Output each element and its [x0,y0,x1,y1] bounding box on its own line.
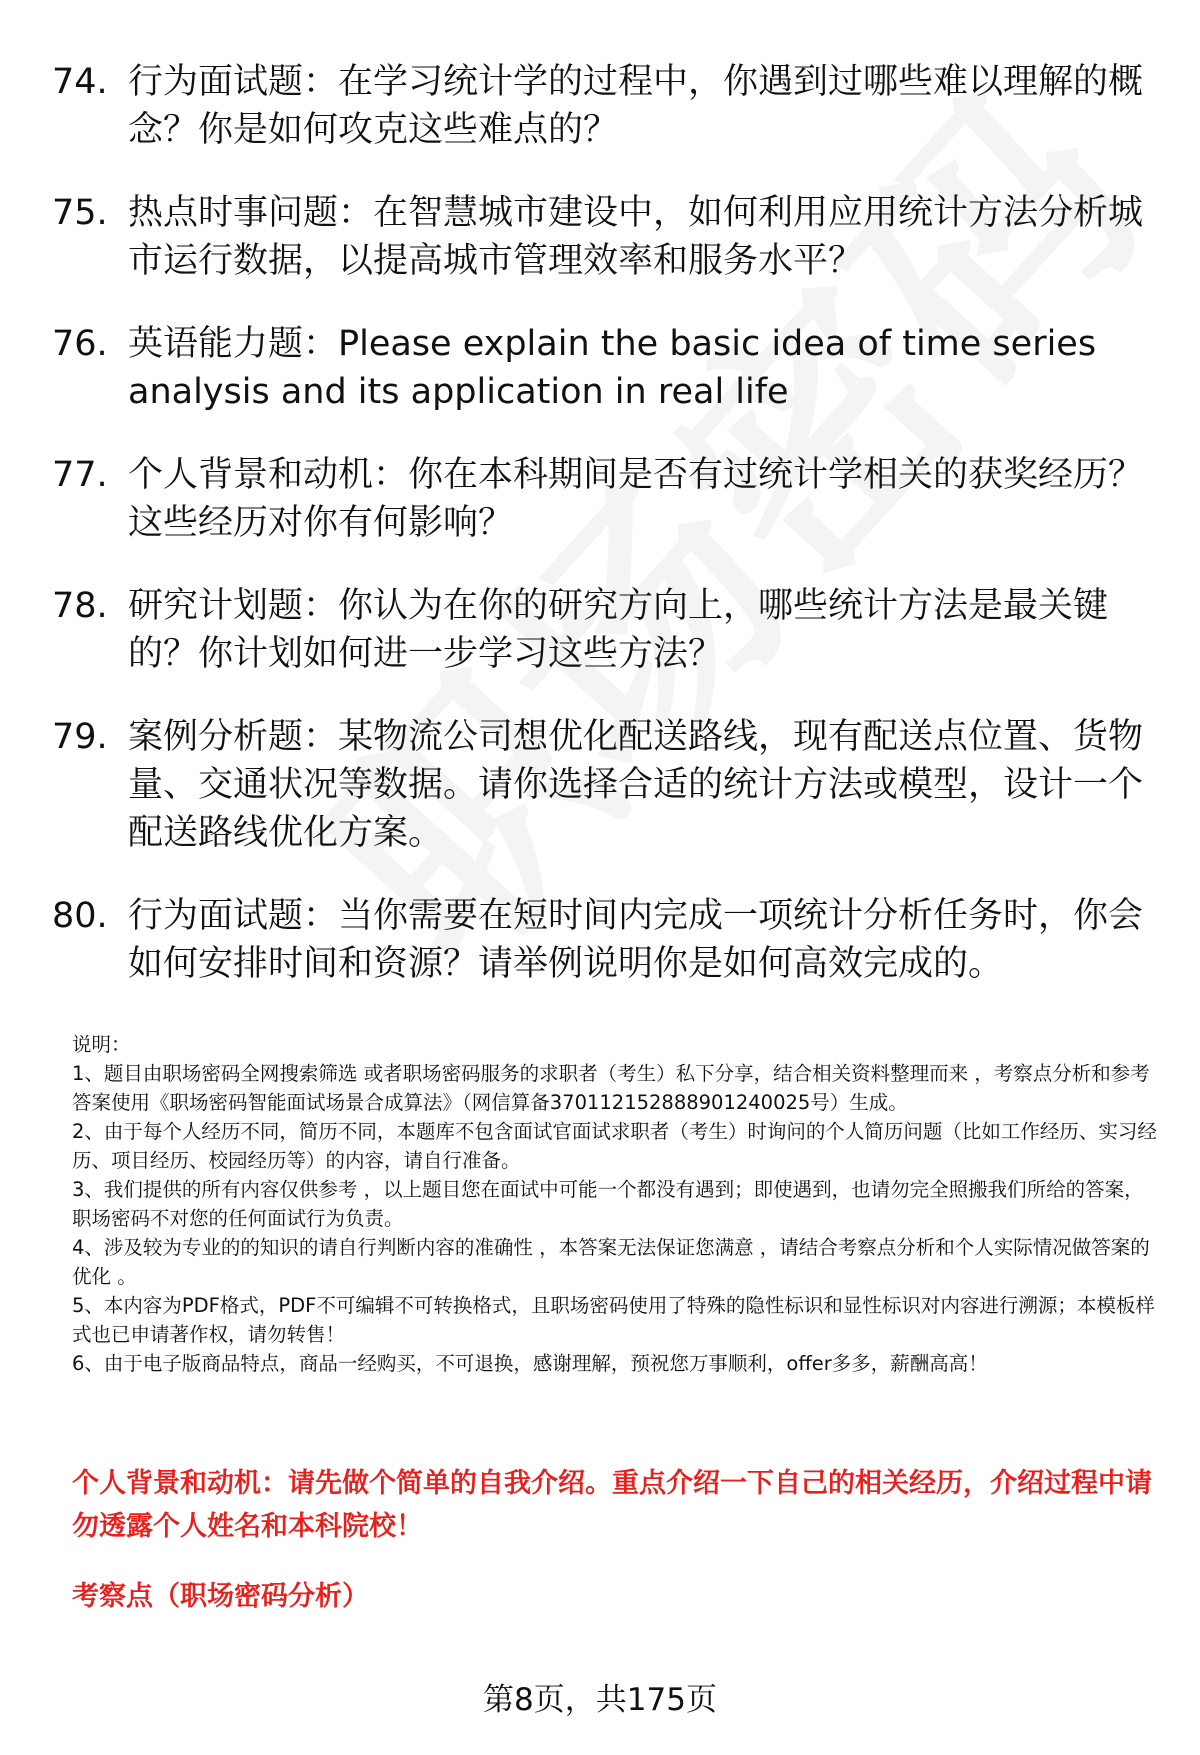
question-item [52,892,1152,988]
question-text: 研究计划题：你认为在你的研究方向上，哪些统计方法是最关键的？你计划如何进一步学习这些方法？ [128,586,1109,674]
question-item [52,451,1152,547]
highlight-question: 个人背景和动机：请先做个简单的自我介绍。重点介绍一下自己的相关经历，介绍过程中请勿透露个人姓名和本科院校！ [72,1468,1152,1542]
question-text: 行为面试题：在学习统计学的过程中，你遇到过哪些难以理解的概念？你是如何攻克这些难点的？ [128,62,1144,150]
question-item [52,58,1152,154]
question-number: 78. [52,586,108,626]
notes-title: 说明： [72,1033,131,1056]
question-item [52,582,1152,678]
note-item: 2、由于每个人经历不同，简历不同，本题库不包含面试官面试求职者（考生）时询问的个人简历问题（比如工作经历、实习经历、项目经历、校园经历等）的内容，请自行准备。 [72,1120,1157,1172]
note-item: 6、由于电子版商品特点，商品一经购买，不可退换，感谢理解，预祝您万事顺利，offer多多，薪酬高高！ [72,1352,988,1375]
question-item [52,320,1152,416]
note-item: 5、本内容为PDF格式，PDF不可编辑不可转换格式，且职场密码使用了特殊的隐性标识和显性标识对内容进行溯源；本模板样式也已申请著作权，请勿转售！ [72,1294,1155,1346]
analysis-heading: 考察点（职场密码分析） [72,1581,369,1612]
question-text: 英语能力题：Please explain the basic idea of time series analysis and its application in real life [128,324,1097,412]
question-number: 77. [52,455,108,495]
note-item: 1、题目由职场密码全网搜索筛选 或者职场密码服务的求职者（考生）私下分享，结合相关资料整理而来 ，考察点分析和参考答案使用《职场密码智能面试场景合成算法》（网信算备370112152888901240025号）生成。 [72,1062,1150,1114]
note-item: 4、涉及较为专业的的知识的请自行判断内容的准确性 ，本答案无法保证您满意 ，请结合考察点分析和个人实际情况做答案的优化 。 [72,1236,1150,1288]
question-number: 79. [52,717,108,757]
question-number: 80. [52,896,108,936]
note-item: 3、我们提供的所有内容仅供参考 ，以上题目您在面试中可能一个都没有遇到；即使遇到，也请勿完全照搬我们所给的答案，职场密码不对您的任何面试行为负责。 [72,1178,1144,1230]
question-number: 75. [52,193,108,233]
question-text: 个人背景和动机：你在本科期间是否有过统计学相关的获奖经历？这些经历对你有何影响？ [128,455,1144,543]
question-item [52,713,1152,857]
notes-section [72,1030,1162,1378]
question-number: 76. [52,324,108,364]
question-text: 案例分析题：某物流公司想优化配送路线，现有配送点位置、货物量、交通状况等数据。请你选择合适的统计方法或模型，设计一个配送路线优化方案。 [128,717,1144,853]
question-item [52,189,1152,285]
page-footer: 第8页，共175页 [483,1682,717,1718]
question-number: 74. [52,62,108,102]
question-text: 行为面试题：当你需要在短时间内完成一项统计分析任务时，你会如何安排时间和资源？请举例说明你是如何高效完成的。 [128,896,1144,984]
question-list [52,58,1152,1023]
question-text: 热点时事问题：在智慧城市建设中，如何利用应用统计方法分析城市运行数据，以提高城市管理效率和服务水平？ [128,193,1144,281]
